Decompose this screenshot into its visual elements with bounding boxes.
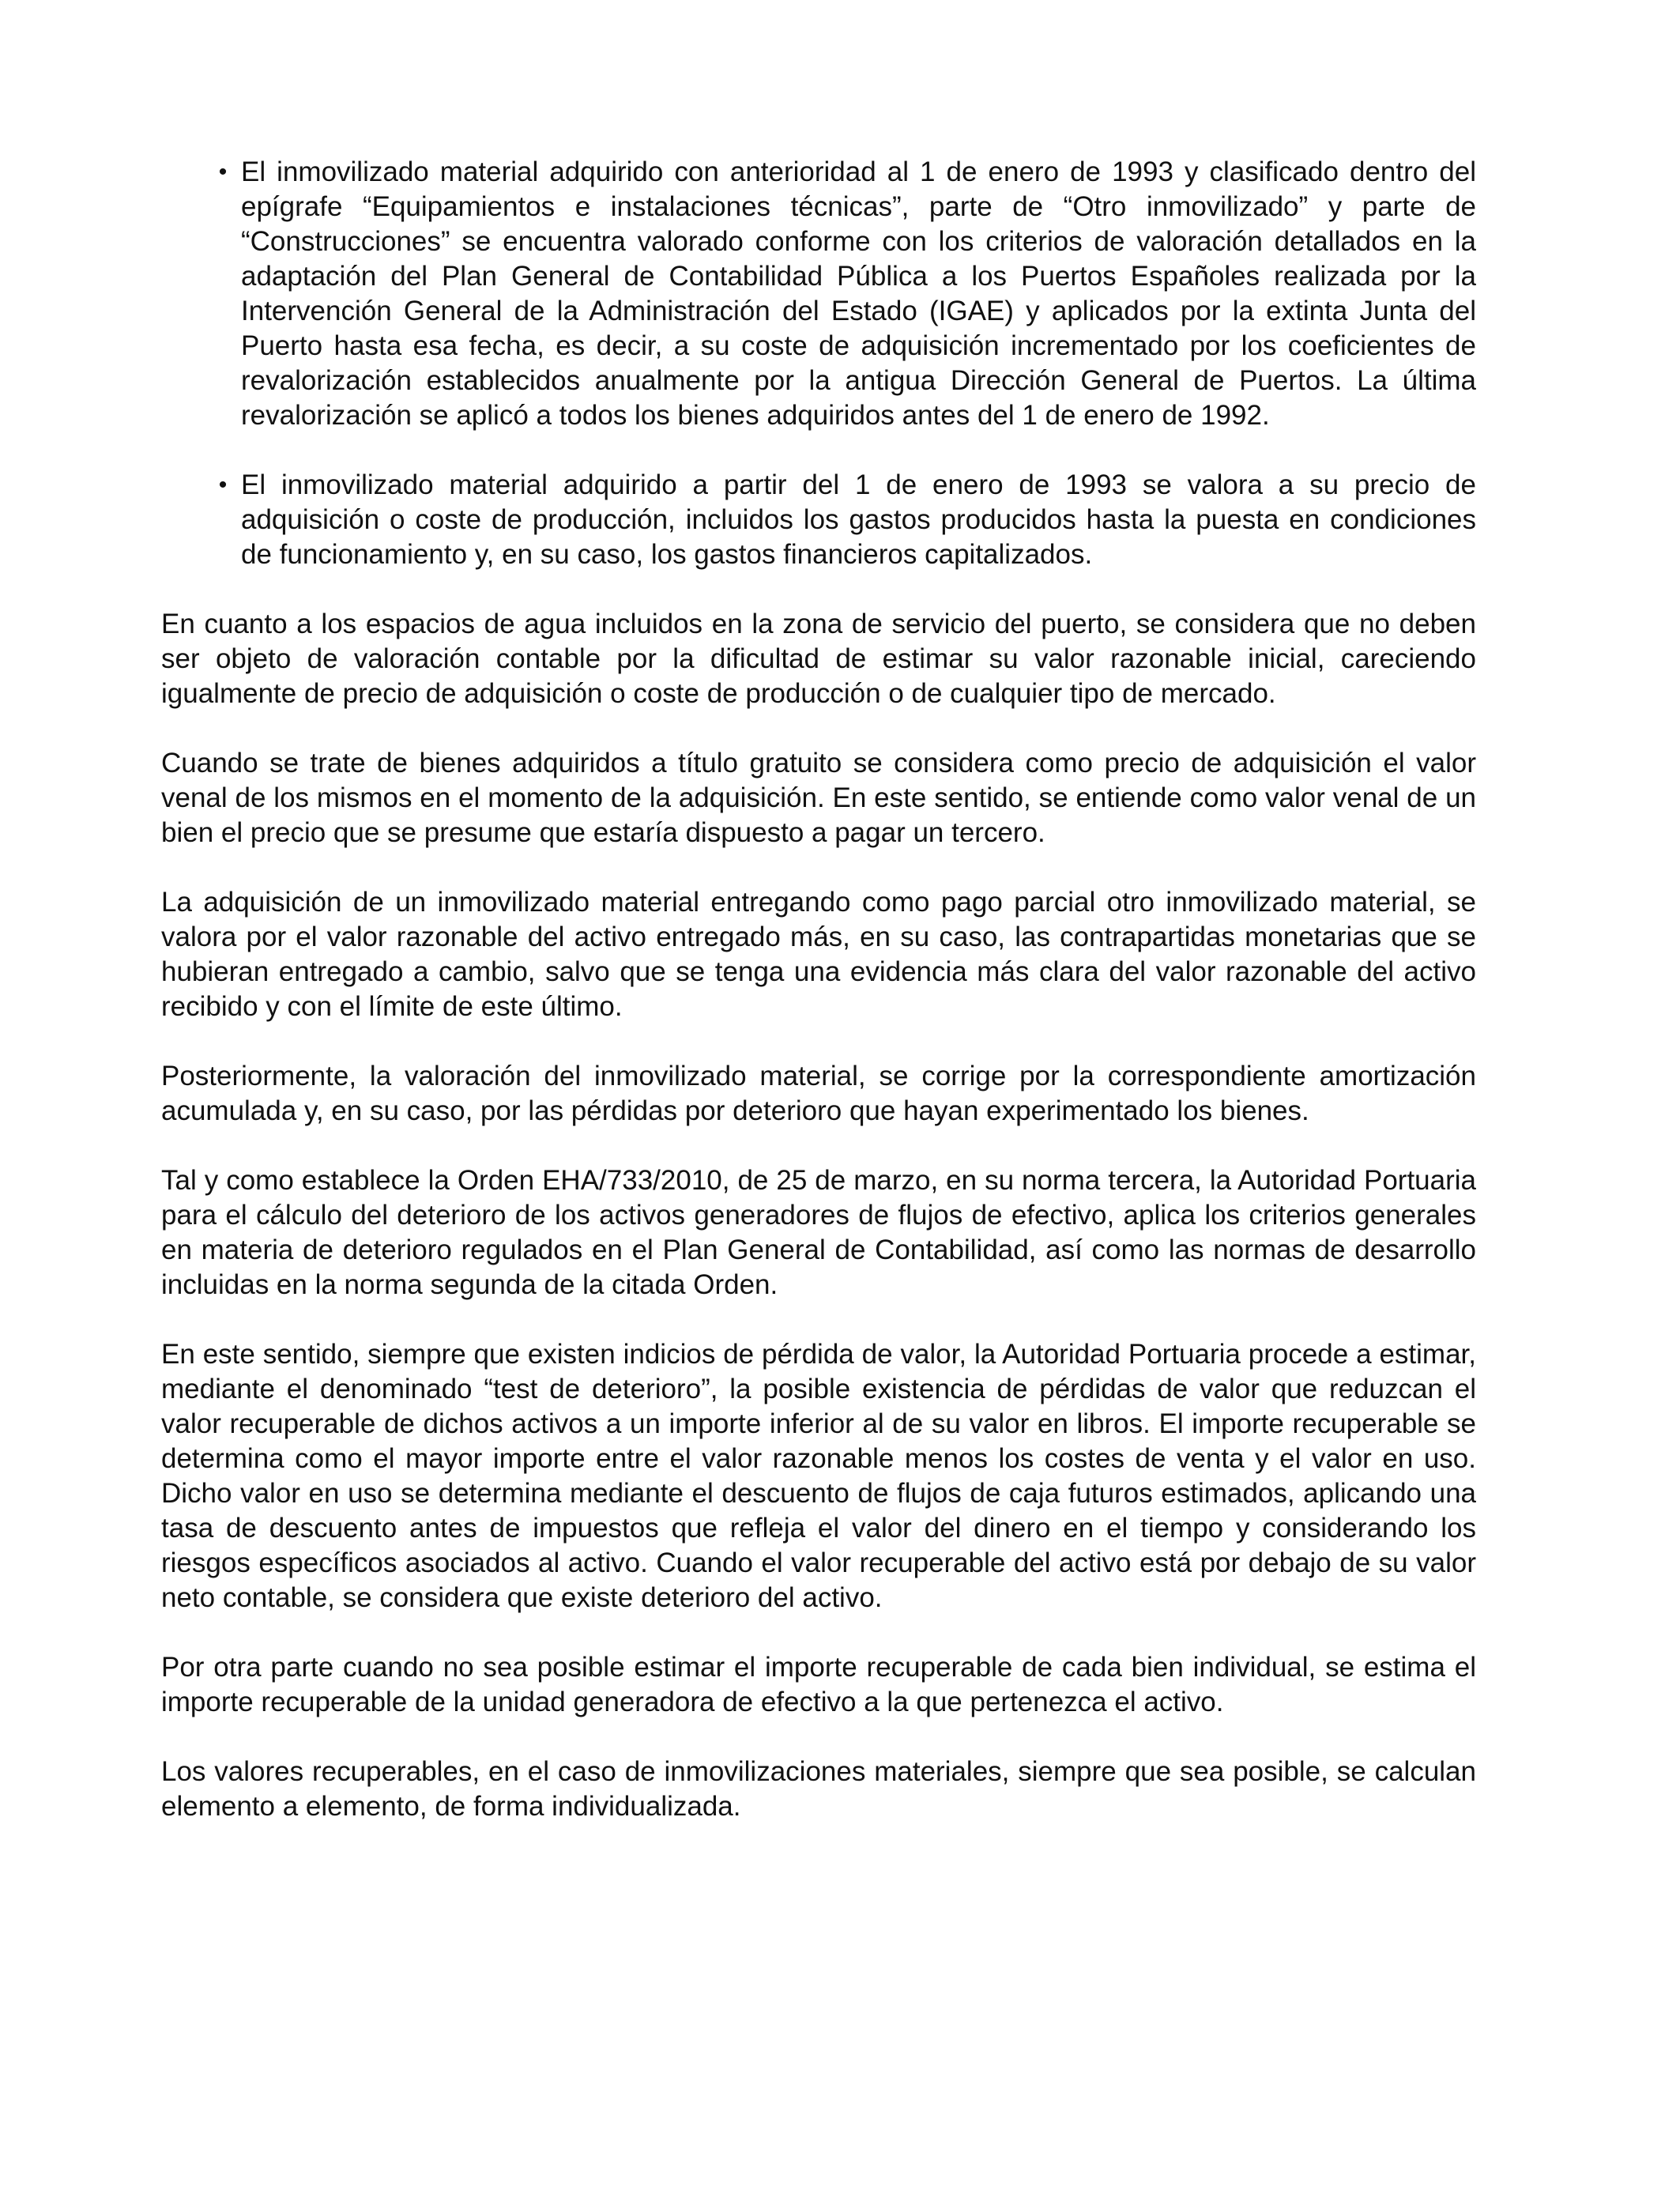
paragraph-orden-eha: Tal y como establece la Orden EHA/733/2010, de 25 de marzo, en su norma tercera, la Autoridad Portuaria para el cálculo del deterioro de los activos generadores de flujos de efectivo, aplica los criterios generales en materia de deterioro regulados en el Plan General de Contabilidad, así como las normas de desarrollo incluidas en la norma segunda de la citada Orden. (161, 1165, 1476, 1300)
paragraph-pago-parcial: La adquisición de un inmovilizado material entregando como pago parcial otro inmovilizado material, se valora por el valor razonable del activo entregado más, en su caso, las contrapartidas monetarias que se hubieran entregado a cambio, salvo que se tenga una evidencia más clara del valor razonable del activo recibido y con el límite de este último. (161, 887, 1476, 1022)
bullet-item-post-1993 (161, 468, 1476, 572)
bullet-dot-icon: • (218, 159, 228, 185)
paragraph-test-deterioro: En este sentido, siempre que existen indicios de pérdida de valor, la Autoridad Portuaria procede a estimar, mediante el denominado “test de deterioro”, la posible existencia de pérdidas de valor que reduzcan el valor recuperable de dichos activos a un importe inferior al de su valor en libros. El importe recuperable se determina como el mayor importe entre el valor razonable menos los costes de venta y el valor en uso. Dicho valor en uso se determina mediante el descuento de flujos de caja futuros estimados, aplicando una tasa de descuento antes de impuestos que refleja el valor del dinero en el tiempo y considerando los riesgos específicos asociados al activo. Cuando el valor recuperable del activo está por debajo de su valor neto contable, se considera que existe deterioro del activo. (161, 1339, 1476, 1613)
paragraph-espacios-agua: En cuanto a los espacios de agua incluidos en la zona de servicio del puerto, se considera que no deben ser objeto de valoración contable por la dificultad de estimar su valor razonable inicial, careciendo igualmente de precio de adquisición o coste de producción o de cualquier tipo de mercado. (161, 609, 1476, 709)
paragraph-amortizacion: Posteriormente, la valoración del inmovilizado material, se corrige por la correspondiente amortización acumulada y, en su caso, por las pérdidas por deterioro que hayan experimentado los bienes. (161, 1061, 1476, 1126)
bullet-text: El inmovilizado material adquirido con anterioridad al 1 de enero de 1993 y clasificado dentro del epígrafe “Equipamientos e instalaciones técnicas”, parte de “Otro inmovilizado” y parte de “Construcciones” se encuentra valorado conforme con los criterios de valoración detallados en la adaptación del Plan General de Contabilidad Pública a los Puertos Españoles realizada por la Intervención General de la Administración del Estado (IGAE) y aplicados por la extinta Junta del Puerto hasta esa fecha, es decir, a su coste de adquisición incrementado por los coeficientes de revalorización establecidos anualmente por la antigua Dirección General de Puertos. La última revalorización se aplicó a todos los bienes adquiridos antes del 1 de enero de 1992. (241, 156, 1476, 431)
bullet-item-pre-1993 (161, 155, 1476, 433)
bullet-list (161, 155, 1476, 572)
paragraph-titulo-gratuito: Cuando se trate de bienes adquiridos a título gratuito se considera como precio de adquisición el valor venal de los mismos en el momento de la adquisición. En este sentido, se entiende como valor venal de un bien el precio que se presume que estaría dispuesto a pagar un tercero. (161, 748, 1476, 848)
bullet-text: El inmovilizado material adquirido a partir del 1 de enero de 1993 se valora a su precio de adquisición o coste de producción, incluidos los gastos producidos hasta la puesta en condiciones de funcionamiento y, en su caso, los gastos financieros capitalizados. (241, 469, 1476, 570)
paragraph-valores-recuperables: Los valores recuperables, en el caso de inmovilizaciones materiales, siempre que sea posible, se calculan elemento a elemento, de forma individualizada. (161, 1756, 1476, 1822)
paragraph-unidad-generadora: Por otra parte cuando no sea posible estimar el importe recuperable de cada bien individual, se estima el importe recuperable de la unidad generadora de efectivo a la que pertenezca el activo. (161, 1652, 1476, 1717)
bullet-dot-icon: • (218, 472, 228, 498)
